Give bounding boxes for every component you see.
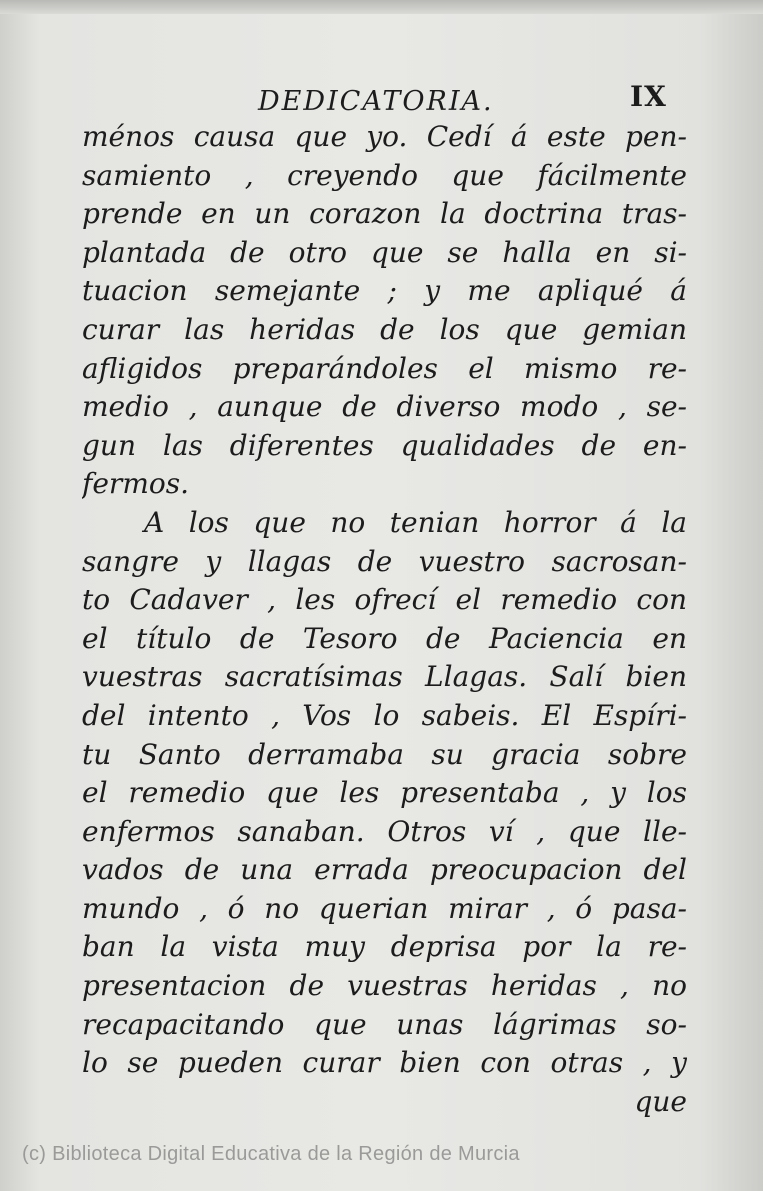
text-line: plantada de otro que se halla en si-	[82, 235, 687, 269]
catchword: que	[634, 1084, 687, 1118]
text-line: afligidos preparándoles el mismo re-	[82, 351, 687, 385]
running-title: DEDICATORIA.	[258, 86, 494, 117]
body-text	[82, 118, 687, 1121]
copyright-watermark: (c) Biblioteca Digital Educativa de la Región de Murcia	[22, 1143, 520, 1165]
text-line: gun las diferentes qualidades de en-	[82, 428, 687, 462]
text-line: el remedio que les presentaba , y los	[82, 776, 687, 810]
text-line: to Cadaver , les ofrecí el remedio con	[82, 583, 687, 617]
page-number: IX	[630, 80, 667, 113]
text-line: el título de Tesoro de Paciencia en	[82, 621, 687, 655]
text-line: samiento , creyendo que fácilmente	[82, 158, 687, 192]
text-line: enfermos sanaban. Otros ví , que lle-	[82, 814, 687, 848]
text-line: recapacitando que unas lágrimas so-	[82, 1007, 687, 1041]
text-line: medio , aunque de diverso modo , se-	[82, 390, 687, 424]
text-line: vados de una errada preocupacion del	[82, 853, 687, 887]
paragraph-end-line: fermos.	[82, 467, 189, 501]
page-header	[0, 78, 763, 118]
paragraph-start-line: A los que no tenian horror á la	[144, 505, 687, 539]
text-line: curar las heridas de los que gemian	[82, 312, 687, 346]
text-line: tu Santo derramaba su gracia sobre	[82, 737, 687, 771]
text-line: ménos causa que yo. Cedí á este pen-	[82, 120, 687, 153]
text-line: presentacion de vuestras heridas , no	[82, 969, 687, 1003]
text-line: lo se pueden curar bien con otras , y	[82, 1046, 687, 1080]
page-top-edge	[0, 0, 763, 14]
text-line: vuestras sacratísimas Llagas. Salí bien	[82, 660, 687, 694]
text-line: del intento , Vos lo sabeis. El Espíri-	[82, 698, 687, 732]
text-line: ban la vista muy deprisa por la re-	[82, 930, 687, 964]
text-line: sangre y llagas de vuestro sacrosan-	[82, 544, 687, 578]
text-line: prende en un corazon la doctrina tras-	[82, 197, 687, 231]
text-line: tuacion semejante ; y me apliqué á	[82, 274, 687, 308]
text-line: mundo , ó no querian mirar , ó pasa-	[82, 891, 687, 925]
